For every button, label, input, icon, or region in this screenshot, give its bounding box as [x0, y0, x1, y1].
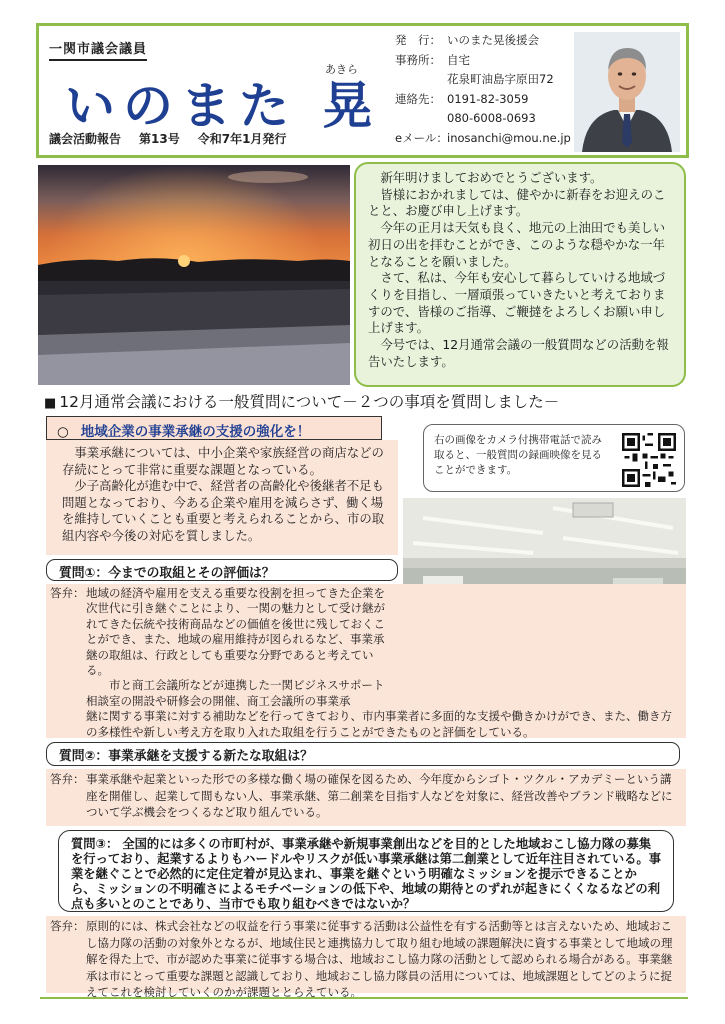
circle-marker-icon: ○	[57, 424, 69, 440]
greeting-paragraph: 今年の正月は天気も良く、地元の上油田でも美しい初日の出を拝むことができ、このような穏やかな一年となることを願いました。	[368, 220, 666, 269]
section-title	[44, 390, 684, 412]
greeting-paragraph: 新年明けましておめでとうございます。	[380, 170, 603, 185]
question-3-label: 質問③：	[71, 837, 119, 851]
answer-1-text: 地域の経済や雇用を支える重要な役割を担ってきた企業を次世代に引き継ぐことにより、一関の魅力として受け継がれてきた伝統や技術商品などの価値を後世に残しておくことができ、また、地域の雇用維持が図られるなど、事業承継の取組は、行政としても重要な分野であると考えている。	[86, 586, 385, 678]
publisher: いのまた晃後援会	[447, 33, 539, 47]
office: 自宅	[447, 52, 470, 67]
portrait-photo	[574, 32, 680, 152]
topic-title	[46, 416, 382, 440]
topic-paragraph: 事業承継については、中小企業や家族経営の商店などの存続にとって非常に重要な課題となっている。	[62, 445, 384, 477]
address: 花泉町油島字原田72	[447, 72, 554, 86]
phone-label: 連絡先：	[395, 91, 441, 106]
publisher-label: 発 行：	[395, 33, 441, 47]
answer-1-text-cont: 市と商工会議所などが連携した一関ビジネスサポート相談室の開設や研修会の開催、商工会議所の事業承	[86, 678, 385, 708]
office-label: 事務所：	[395, 52, 441, 67]
header-panel	[36, 23, 689, 158]
member-name: いのまた 晃	[65, 77, 381, 135]
new-year-greeting	[354, 162, 686, 387]
phone-1: 0191-82-3059	[447, 91, 529, 106]
answer-2	[46, 769, 686, 826]
greeting-paragraph: 今号では、12月通常会議の一般質問などの活動を報告いたします。	[368, 337, 669, 369]
qr-note-box	[423, 424, 685, 492]
answer-1-text-wide: 継に関する事業に対する補助などを行ってきており、市内事業者に多面的な支援や働きかけができ、また、働き方の多様性や新しい考え方を取り入れた取組を行うことができたものと評価をしている。	[86, 709, 673, 739]
name-ruby: あきら	[325, 63, 358, 76]
square-bullet-icon: ■	[44, 396, 57, 411]
contact-info	[395, 31, 580, 148]
question-1: 質問①：今までの取組とその評価は？	[46, 559, 398, 581]
question-2: 質問②：事業承継を支援する新たな取組は？	[46, 742, 680, 766]
topic-summary	[46, 440, 398, 555]
qr-note: 右の画像をカメラ付携帯電話で読み取ると、一般質問の録画映像を見ることができます。	[434, 434, 602, 476]
qr-code-icon[interactable]	[622, 433, 676, 487]
council-member-label: 一関市議会議員	[49, 38, 147, 61]
answer-1	[46, 584, 686, 738]
email: inosanchi@mou.ne.jp	[447, 130, 571, 145]
section-title-text: 12月通常会議における一般質問について－２つの事項を質問しました－	[59, 393, 560, 411]
answer-3-text: 原則的には、株式会社などの収益を行う事業に従事する活動は公益性を有する活動等とは言えないため、地域おこし協力隊の活動の対象外となるが、地域住民と連携協力して取り組む地域の課題解決に資する事業として地域の理解を得た上で、市が認めた事業に従事する場合は、地域おこし協力隊の活動として認められる場合がある。事業継承は市にとって重要な課題と認識しており、地域おこし協力隊員の活用については、地域課題としてどのように捉えてこれを検討していくのかが課題ととらえている。	[86, 919, 673, 999]
answer-label: 答弁：	[50, 586, 85, 600]
email-label: eメール：	[395, 130, 448, 145]
sunrise-photo	[38, 165, 350, 385]
report-title: 議会活動報告	[49, 132, 122, 146]
issue-date: 令和7年1月発行	[197, 132, 287, 146]
issue-number: 第13号	[139, 132, 180, 146]
answer-label: 答弁：	[50, 772, 85, 786]
topic-title-text: 地域企業の事業承継の支援の強化を！	[80, 424, 311, 440]
answer-label: 答弁：	[50, 919, 85, 933]
greeting-paragraph: 皆様におかれましては、健やかに新春をお迎えのことと、お慶び申し上げます。	[368, 186, 666, 219]
question-3	[58, 830, 674, 912]
sunrise-illustration	[38, 165, 350, 385]
answer-3	[46, 916, 686, 999]
bottom-divider	[40, 997, 688, 999]
topic-paragraph: 少子高齢化が進む中で、経営者の高齢化や後継者不足も問題となっており、今ある企業や雇用を減らさず、働く場を維持していくことも重要と考えられることから、市の取組内容や今後の対応を質しました。	[62, 478, 385, 543]
portrait-illustration	[574, 32, 680, 152]
greeting-paragraph: さて、私は、今年も安心して暮らしていける地域づくりを目指し、一層頑張っていきたいと考えておりますので、皆様のご指導、ご鞭撻をよろしくお願い申し上げます。	[368, 270, 666, 336]
question-3-text: 全国的には多くの市町村が、事業承継や新規事業創出などを目的とした地域おこし協力隊の募集を行っており、起業するよりもハードルやリスクが低い事業承継は第二創業として近年注目されている。事業を継ぐことで必然的に定住定着が見込まれ、事業を継ぐという明確なミッションを提示できることから、ミッションの不明確さによるモチベーションの低下や、地域の期待とのずれが起きにくくなるなどの利点も多いとのことであり、当市でも取り組むべきではないか？	[71, 837, 662, 911]
issue-line	[49, 130, 304, 147]
answer-2-text: 事業承継や起業といった形での多様な働く場の確保を図るため、今年度からシゴト・ツクル・アカデミーという講座を開催し、起業して間もない人、事業承継、第二創業を目指す人などを対象に、経営改善やブランド戦略などについて学ぶ機会をつくるなど取り組んでいる。	[86, 772, 673, 819]
phone-2: 080-6008-0693	[447, 111, 536, 125]
